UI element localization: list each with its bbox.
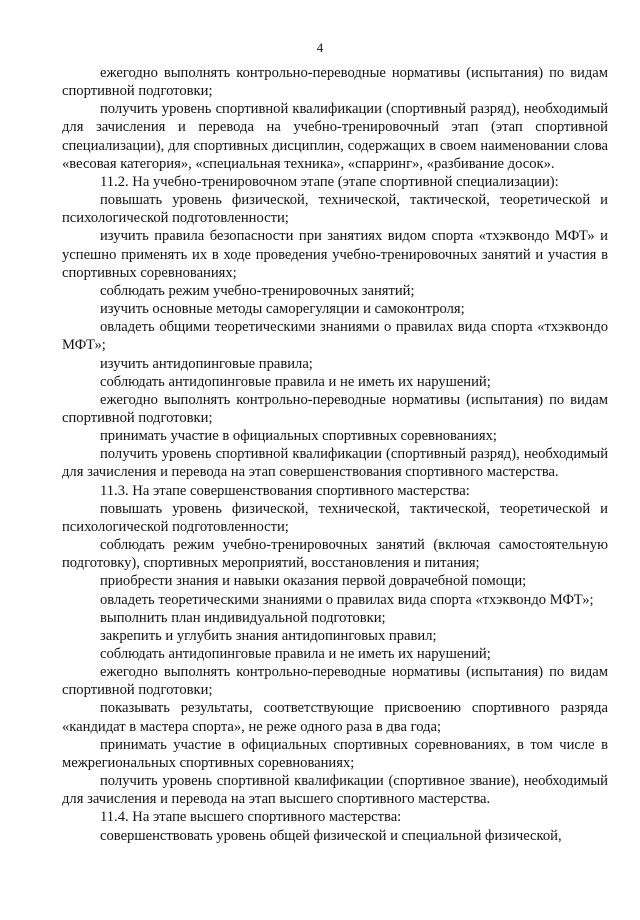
- paragraph: принимать участие в официальных спортивных соревнованиях, в том числе в межрегиональных спортивных соревнованиях;: [62, 736, 608, 771]
- paragraph: повышать уровень физической, технической, тактической, теоретической и психологической подготовленности;: [62, 192, 608, 227]
- page-number: 4: [316, 40, 324, 55]
- paragraph: соблюдать режим учебно-тренировочных занятий;: [100, 282, 415, 299]
- paragraph: получить уровень спортивной квалификации (спортивный разряд), необходимый для зачисления и перевода на этап совершенствования спортивного мастерства.: [62, 446, 608, 481]
- section-heading: 11.2. На учебно-тренировочном этапе (этапе спортивной специализации):: [100, 173, 559, 190]
- paragraph: ежегодно выполнять контрольно-переводные нормативы (испытания) по видам спортивной подготовки;: [62, 391, 608, 426]
- paragraph: ежегодно выполнять контрольно-переводные нормативы (испытания) по видам спортивной подготовки;: [62, 65, 608, 100]
- paragraph: соблюдать антидопинговые правила и не иметь их нарушений;: [100, 373, 491, 390]
- paragraph: овладеть теоретическими знаниями о правилах вида спорта «тхэквондо МФТ»;: [100, 591, 594, 608]
- paragraph: принимать участие в официальных спортивных соревнованиях;: [100, 428, 497, 445]
- paragraph: закрепить и углубить знания антидопинговых правил;: [100, 627, 437, 644]
- paragraph: показывать результаты, соответствующие присвоению спортивного разряда «кандидат в мастера спорта», не реже одного раза в два года;: [62, 700, 608, 735]
- paragraph: соблюдать антидопинговые правила и не иметь их нарушений;: [100, 646, 491, 662]
- paragraph: совершенствовать уровень общей физической и специальной физической,: [100, 827, 562, 844]
- paragraph: получить уровень спортивной квалификации (спортивный разряд), необходимый для зачисления и перевода на учебно-тренировочный этап (этап спортивной специализации), для спортивных дисциплин, содержащих в своем наименовании слова «весовая категория», «специальная техника», «спарринг», «разбивание досок».: [62, 101, 608, 172]
- paragraph: приобрести знания и навыки оказания первой доврачебной помощи;: [100, 573, 527, 590]
- paragraph: выполнить план индивидуальной подготовки;: [100, 609, 386, 626]
- document-body: [62, 64, 608, 845]
- paragraph: получить уровень спортивной квалификации (спортивное звание), необходимый для зачисления и перевода на этап высшего спортивного мастерства.: [62, 773, 608, 808]
- paragraph: изучить правила безопасности при занятиях видом спорта «тхэквондо МФТ» и успешно применять их в ходе проведения учебно-тренировочных занятий и участия в спортивных соревнованиях;: [62, 228, 608, 281]
- paragraph: повышать уровень физической, технической, тактической, теоретической и психологической подготовленности;: [62, 500, 608, 535]
- paragraph: изучить основные методы саморегуляции и самоконтроля;: [100, 301, 465, 318]
- section-heading: 11.3. На этапе совершенствования спортивного мастерства:: [100, 482, 470, 499]
- paragraph: ежегодно выполнять контрольно-переводные нормативы (испытания) по видам спортивной подготовки;: [62, 664, 608, 699]
- paragraph: изучить антидопинговые правила;: [100, 355, 313, 372]
- paragraph: овладеть общими теоретическими знаниями о правилах вида спорта «тхэквондо МФТ»;: [62, 319, 608, 354]
- paragraph: соблюдать режим учебно-тренировочных занятий (включая самостоятельную подготовку), спортивных мероприятий, восстановления и питания;: [62, 537, 608, 572]
- section-heading: 11.4. На этапе высшего спортивного мастерства:: [100, 809, 402, 826]
